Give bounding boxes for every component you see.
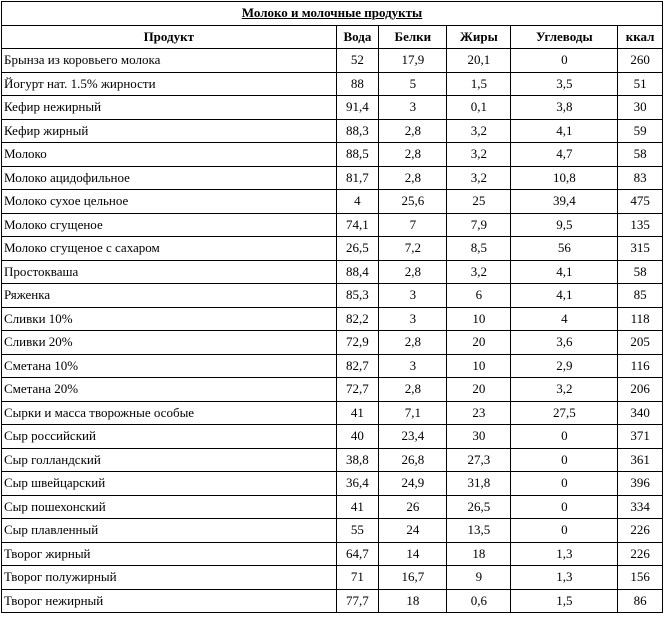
cell-product-name: Сметана 20%	[2, 378, 337, 402]
cell-water: 85,3	[336, 284, 379, 308]
cell-kcal: 361	[618, 448, 663, 472]
cell-carbs: 1,3	[511, 566, 618, 590]
cell-protein: 2,8	[379, 143, 447, 167]
cell-carbs: 0	[511, 49, 618, 73]
cell-kcal: 206	[618, 378, 663, 402]
table-row	[2, 331, 663, 355]
cell-water: 81,7	[336, 166, 379, 190]
cell-protein: 3	[379, 96, 447, 120]
cell-carbs: 10,8	[511, 166, 618, 190]
cell-kcal: 58	[618, 143, 663, 167]
cell-kcal: 340	[618, 401, 663, 425]
cell-protein: 5	[379, 72, 447, 96]
cell-carbs: 56	[511, 237, 618, 261]
cell-product-name: Молоко сгущеное с сахаром	[2, 237, 337, 261]
cell-water: 91,4	[336, 96, 379, 120]
cell-fat: 27,3	[447, 448, 511, 472]
cell-fat: 20	[447, 331, 511, 355]
cell-product-name: Творог полужирный	[2, 566, 337, 590]
header-product: Продукт	[2, 25, 337, 49]
cell-fat: 0,6	[447, 589, 511, 613]
cell-product-name: Кефир жирный	[2, 119, 337, 143]
cell-carbs: 0	[511, 448, 618, 472]
cell-carbs: 3,8	[511, 96, 618, 120]
table-row	[2, 472, 663, 496]
cell-carbs: 39,4	[511, 190, 618, 214]
cell-fat: 1,5	[447, 72, 511, 96]
table-row	[2, 519, 663, 543]
cell-protein: 26	[379, 495, 447, 519]
cell-protein: 17,9	[379, 49, 447, 73]
cell-fat: 3,2	[447, 143, 511, 167]
cell-fat: 3,2	[447, 260, 511, 284]
cell-carbs: 1,3	[511, 542, 618, 566]
cell-protein: 2,8	[379, 260, 447, 284]
table-row	[2, 143, 663, 167]
cell-carbs: 9,5	[511, 213, 618, 237]
cell-product-name: Сыр голландский	[2, 448, 337, 472]
cell-kcal: 118	[618, 307, 663, 331]
cell-product-name: Молоко сухое цельное	[2, 190, 337, 214]
cell-protein: 26,8	[379, 448, 447, 472]
cell-carbs: 2,9	[511, 354, 618, 378]
cell-carbs: 4,1	[511, 119, 618, 143]
table-row	[2, 307, 663, 331]
cell-product-name: Сырки и масса творожные особые	[2, 401, 337, 425]
table-row	[2, 354, 663, 378]
cell-water: 72,9	[336, 331, 379, 355]
cell-carbs: 3,5	[511, 72, 618, 96]
cell-water: 36,4	[336, 472, 379, 496]
cell-water: 71	[336, 566, 379, 590]
cell-protein: 14	[379, 542, 447, 566]
cell-fat: 18	[447, 542, 511, 566]
cell-protein: 2,8	[379, 119, 447, 143]
cell-water: 41	[336, 401, 379, 425]
table-title: Молоко и молочные продукты	[2, 2, 663, 26]
cell-product-name: Йогурт нат. 1.5% жирности	[2, 72, 337, 96]
table-row	[2, 425, 663, 449]
cell-water: 88,5	[336, 143, 379, 167]
cell-water: 82,2	[336, 307, 379, 331]
cell-water: 4	[336, 190, 379, 214]
cell-kcal: 396	[618, 472, 663, 496]
cell-product-name: Сыр пошехонский	[2, 495, 337, 519]
cell-protein: 2,8	[379, 378, 447, 402]
cell-carbs: 0	[511, 425, 618, 449]
table-row	[2, 119, 663, 143]
cell-fat: 30	[447, 425, 511, 449]
cell-protein: 2,8	[379, 331, 447, 355]
cell-protein: 2,8	[379, 166, 447, 190]
cell-carbs: 1,5	[511, 589, 618, 613]
cell-carbs: 0	[511, 472, 618, 496]
cell-water: 74,1	[336, 213, 379, 237]
cell-fat: 20,1	[447, 49, 511, 73]
cell-product-name: Сливки 10%	[2, 307, 337, 331]
cell-carbs: 4,1	[511, 260, 618, 284]
cell-fat: 23	[447, 401, 511, 425]
cell-fat: 20	[447, 378, 511, 402]
cell-kcal: 85	[618, 284, 663, 308]
cell-carbs: 4,7	[511, 143, 618, 167]
cell-fat: 0,1	[447, 96, 511, 120]
cell-fat: 6	[447, 284, 511, 308]
header-kcal: ккал	[618, 25, 663, 49]
cell-fat: 9	[447, 566, 511, 590]
cell-product-name: Творог жирный	[2, 542, 337, 566]
cell-kcal: 51	[618, 72, 663, 96]
cell-water: 52	[336, 49, 379, 73]
cell-carbs: 27,5	[511, 401, 618, 425]
cell-kcal: 226	[618, 519, 663, 543]
cell-kcal: 30	[618, 96, 663, 120]
cell-protein: 7,1	[379, 401, 447, 425]
cell-fat: 3,2	[447, 119, 511, 143]
cell-fat: 13,5	[447, 519, 511, 543]
header-water: Вода	[336, 25, 379, 49]
cell-fat: 25	[447, 190, 511, 214]
cell-kcal: 83	[618, 166, 663, 190]
table-row	[2, 49, 663, 73]
cell-protein: 16,7	[379, 566, 447, 590]
title-row	[2, 2, 663, 26]
cell-kcal: 116	[618, 354, 663, 378]
table-row	[2, 237, 663, 261]
cell-product-name: Кефир нежирный	[2, 96, 337, 120]
cell-product-name: Творог нежирный	[2, 589, 337, 613]
cell-carbs: 3,6	[511, 331, 618, 355]
table-row	[2, 166, 663, 190]
cell-water: 72,7	[336, 378, 379, 402]
table-row	[2, 401, 663, 425]
table-row	[2, 260, 663, 284]
cell-water: 26,5	[336, 237, 379, 261]
cell-kcal: 334	[618, 495, 663, 519]
cell-water: 41	[336, 495, 379, 519]
cell-protein: 7,2	[379, 237, 447, 261]
cell-kcal: 58	[618, 260, 663, 284]
cell-protein: 3	[379, 284, 447, 308]
cell-product-name: Сметана 10%	[2, 354, 337, 378]
cell-fat: 26,5	[447, 495, 511, 519]
cell-water: 40	[336, 425, 379, 449]
cell-product-name: Молоко	[2, 143, 337, 167]
table-row	[2, 589, 663, 613]
cell-kcal: 135	[618, 213, 663, 237]
cell-product-name: Молоко ацидофильное	[2, 166, 337, 190]
cell-water: 55	[336, 519, 379, 543]
cell-kcal: 205	[618, 331, 663, 355]
nutrition-table	[1, 1, 663, 613]
cell-water: 88	[336, 72, 379, 96]
cell-protein: 7	[379, 213, 447, 237]
table-row	[2, 448, 663, 472]
cell-kcal: 59	[618, 119, 663, 143]
cell-product-name: Сливки 20%	[2, 331, 337, 355]
cell-protein: 3	[379, 354, 447, 378]
cell-water: 64,7	[336, 542, 379, 566]
cell-product-name: Сыр российский	[2, 425, 337, 449]
table-row	[2, 96, 663, 120]
cell-kcal: 156	[618, 566, 663, 590]
cell-carbs: 3,2	[511, 378, 618, 402]
header-protein: Белки	[379, 25, 447, 49]
table-row	[2, 190, 663, 214]
cell-protein: 18	[379, 589, 447, 613]
cell-kcal: 260	[618, 49, 663, 73]
table-row	[2, 495, 663, 519]
table-row	[2, 72, 663, 96]
cell-product-name: Брынза из коровьего молока	[2, 49, 337, 73]
cell-water: 77,7	[336, 589, 379, 613]
cell-water: 38,8	[336, 448, 379, 472]
cell-carbs: 4	[511, 307, 618, 331]
table-row	[2, 213, 663, 237]
table-body	[2, 49, 663, 613]
cell-water: 88,3	[336, 119, 379, 143]
header-fat: Жиры	[447, 25, 511, 49]
cell-kcal: 371	[618, 425, 663, 449]
cell-product-name: Простокваша	[2, 260, 337, 284]
cell-carbs: 0	[511, 519, 618, 543]
cell-protein: 3	[379, 307, 447, 331]
cell-carbs: 0	[511, 495, 618, 519]
cell-protein: 23,4	[379, 425, 447, 449]
cell-product-name: Сыр швейцарский	[2, 472, 337, 496]
table-row	[2, 378, 663, 402]
cell-kcal: 86	[618, 589, 663, 613]
table-row	[2, 284, 663, 308]
table-row	[2, 542, 663, 566]
cell-water: 88,4	[336, 260, 379, 284]
cell-kcal: 315	[618, 237, 663, 261]
cell-fat: 7,9	[447, 213, 511, 237]
cell-protein: 24,9	[379, 472, 447, 496]
cell-kcal: 226	[618, 542, 663, 566]
cell-kcal: 475	[618, 190, 663, 214]
cell-product-name: Ряженка	[2, 284, 337, 308]
cell-fat: 31,8	[447, 472, 511, 496]
header-carbs: Углеводы	[511, 25, 618, 49]
table-row	[2, 566, 663, 590]
cell-protein: 25,6	[379, 190, 447, 214]
cell-fat: 8,5	[447, 237, 511, 261]
cell-fat: 10	[447, 307, 511, 331]
header-row	[2, 25, 663, 49]
cell-product-name: Молоко сгущеное	[2, 213, 337, 237]
cell-protein: 24	[379, 519, 447, 543]
cell-fat: 10	[447, 354, 511, 378]
cell-carbs: 4,1	[511, 284, 618, 308]
cell-fat: 3,2	[447, 166, 511, 190]
cell-product-name: Сыр плавленный	[2, 519, 337, 543]
cell-water: 82,7	[336, 354, 379, 378]
